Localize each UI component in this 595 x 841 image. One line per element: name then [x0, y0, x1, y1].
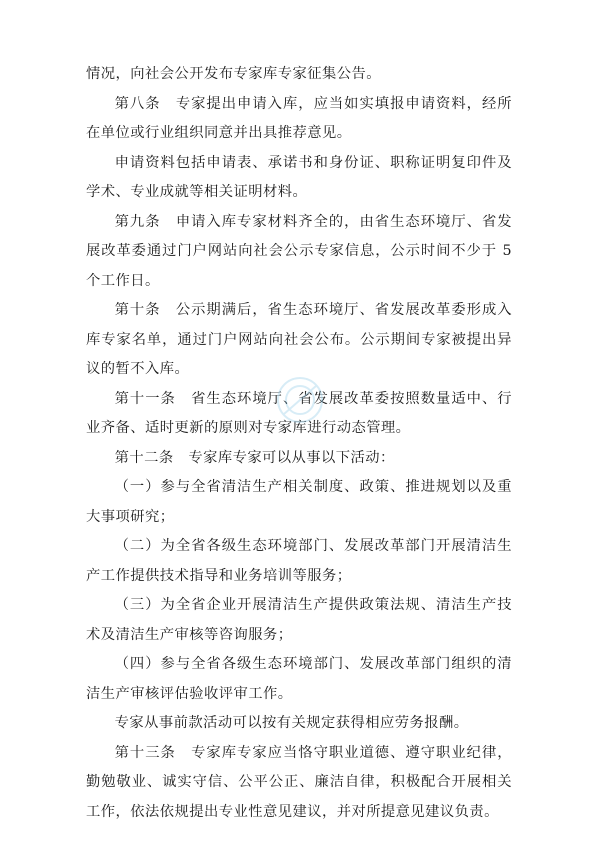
article-9: 第九条 申请入库专家材料齐全的，由省生态环境厅、省发展改革委通过门户网站向社会公示专家信息，公示时间不少于 5 个工作日。	[86, 213, 512, 289]
paragraph: 专家从事前款活动可以按有关规定获得相应劳务报酬。	[114, 715, 469, 731]
article-13: 第十三条 专家库专家应当恪守职业道德、遵守职业纪律，勤勉敬业、诚实守信、公平公正、廉洁自律，积极配合开展相关工作，依法依规提出专业性意见建议，并对所提意见建议负责。	[86, 744, 512, 820]
list-item: （四）参与全省各级生态环境部门、发展改革部门组织的清洁生产审核评估验收评审工作。	[86, 656, 512, 702]
paragraph: 申请资料包括申请表、承诺书和身份证、职称证明复印件及学术、专业成就等相关证明材料。	[86, 154, 512, 200]
list-item: （一）参与全省清洁生产相关制度、政策、推进规划以及重大事项研究；	[86, 479, 512, 525]
paragraph: 情况，向社会公开发布专家库专家征集公告。	[86, 66, 381, 82]
list-item: （三）为全省企业开展清洁生产提供政策法规、清洁生产技术及清洁生产审核等咨询服务；	[86, 597, 512, 643]
article-11: 第十一条 省生态环境厅、省发展改革委按照数量适中、行业齐备、适时更新的原则对专家库进行动态管理。	[86, 390, 512, 436]
list-item: （二）为全省各级生态环境部门、发展改革部门开展清洁生产工作提供技术指导和业务培训等服务；	[86, 538, 512, 584]
article-12: 第十二条 专家库专家可以从事以下活动：	[114, 449, 395, 466]
document-body	[86, 60, 512, 827]
article-10: 第十条 公示期满后，省生态环境厅、省发展改革委形成入库专家名单，通过门户网站向社会公布。公示期间专家被提出异议的暂不入库。	[86, 302, 512, 377]
article-8: 第八条 专家提出申请入库，应当如实填报申请资料，经所在单位或行业组织同意并出具推荐意见。	[86, 95, 512, 141]
